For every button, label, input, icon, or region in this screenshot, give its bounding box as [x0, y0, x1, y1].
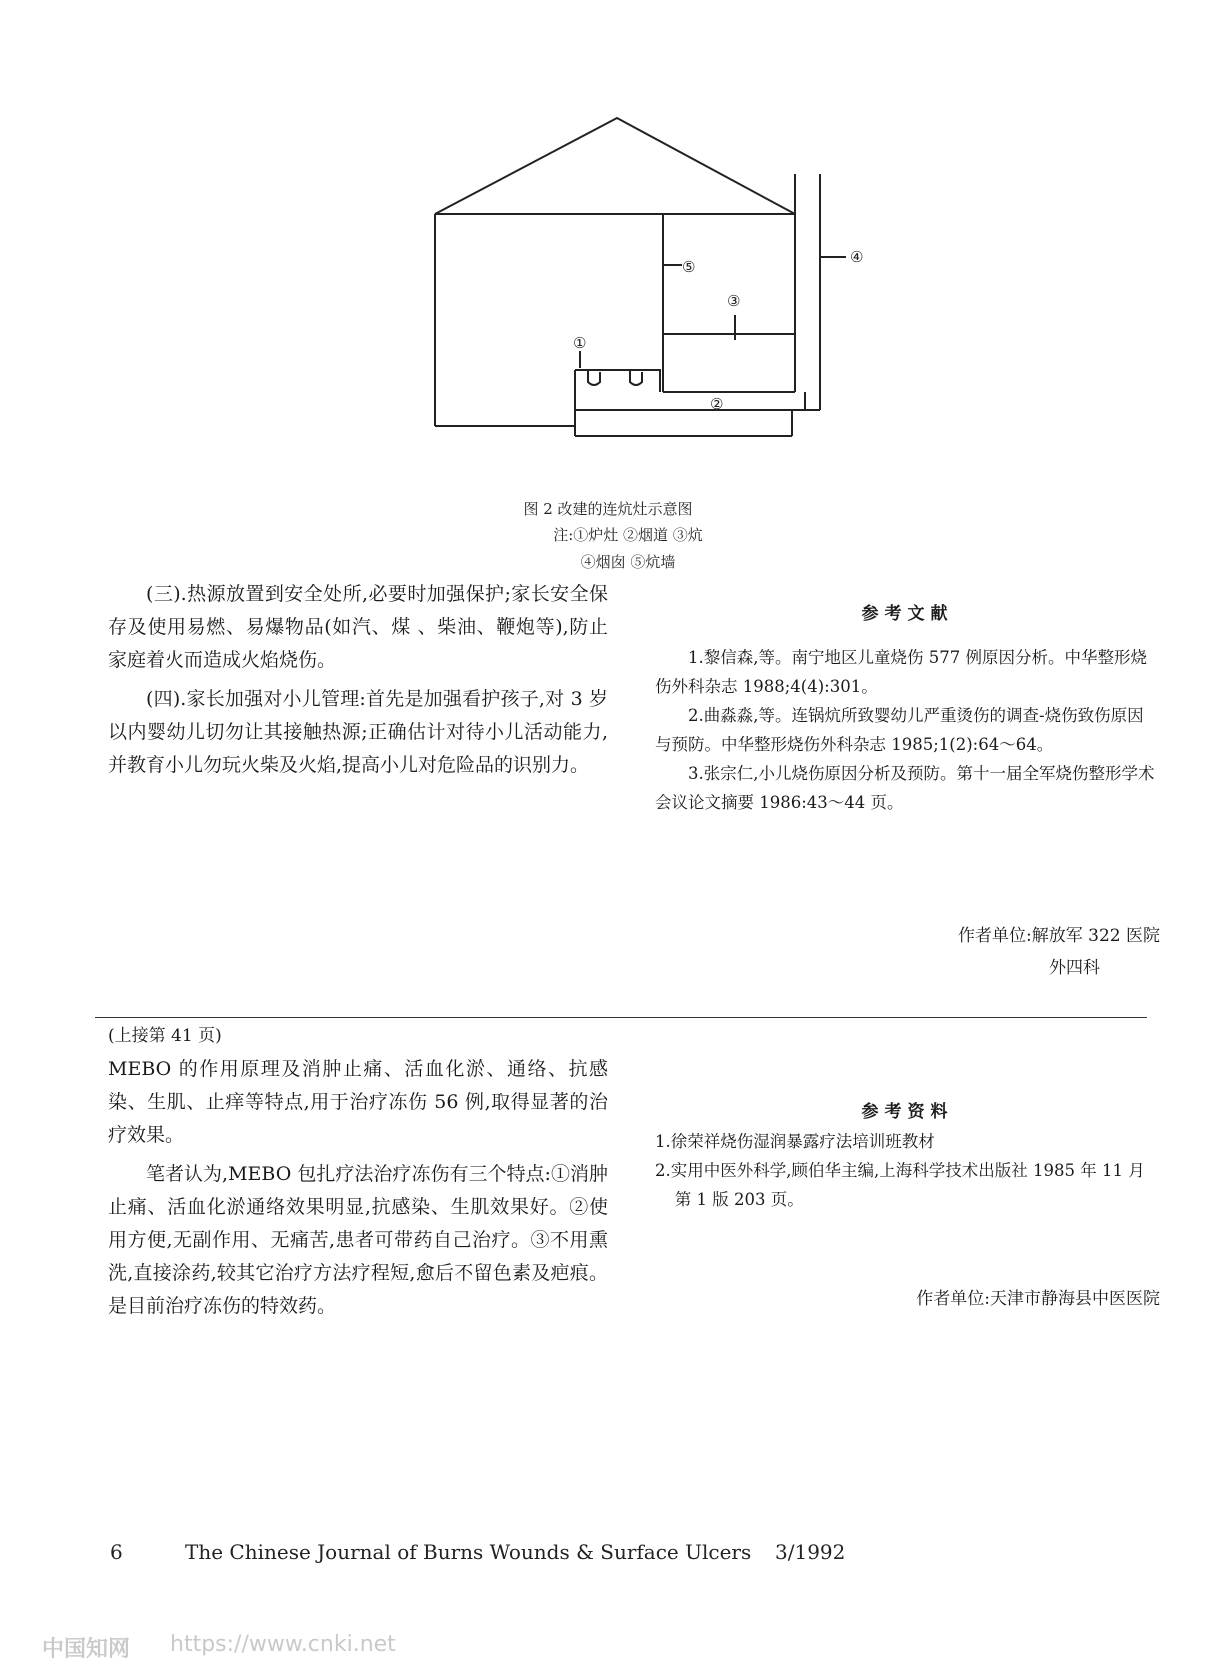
- lower-references: [655, 1098, 1160, 1214]
- materials-title: 参考资料: [861, 1102, 954, 1122]
- page-number: 6: [110, 1540, 123, 1564]
- stove-kang-diagram: [420, 110, 940, 490]
- roof-outline: [435, 118, 795, 214]
- upper-left-column: [108, 578, 608, 782]
- affiliation-line-1: 作者单位:解放军 322 医院: [958, 926, 1160, 946]
- lower-left-column: [108, 1020, 608, 1323]
- mebo-paragraph-1: MEBO 的作用原理及消肿止痛、活血化淤、通络、抗感染、生肌、止痒等特点,用于治疗冻伤 56 例,取得显著的治疗效果。: [108, 1058, 608, 1146]
- figure-caption-note-2: ④烟囱 ⑤炕墙: [580, 553, 676, 571]
- figure-caption-title: 图 2 改建的连炕灶示意图: [523, 500, 693, 518]
- cnki-logo-text: 中国知网: [42, 1637, 131, 1662]
- reference-3: 3.张宗仁,小儿烧伤原因分析及预防。第十一届全军烧伤整形学术会议论文摘要 1986:43～44 页。: [655, 764, 1155, 812]
- house-outline: [435, 214, 795, 310]
- label-kang-wall: ⑤: [682, 258, 696, 276]
- references-title: 参考文献: [861, 604, 954, 624]
- issue-number: 3/1992: [775, 1540, 846, 1564]
- journal-name: The Chinese Journal of Burns Wounds & Surface Ulcers: [185, 1540, 752, 1564]
- continued-note: (上接第 41 页): [108, 1026, 222, 1046]
- material-2: 2.实用中医外科学,顾伯华主编,上海科学技术出版社 1985 年 11 月第 1 版 203 页。: [655, 1161, 1145, 1209]
- label-stove: ①: [573, 334, 587, 352]
- label-kang: ③: [727, 292, 741, 310]
- upper-references: [655, 600, 1160, 817]
- paragraph-4: (四).家长加强对小儿管理:首先是加强看护孩子,对 3 岁以内婴幼儿切勿让其接触热源;正确估计对待小儿活动能力,并教育小儿勿玩火柴及火焰,提高小儿对危险品的识别力。: [108, 688, 608, 776]
- section-divider: [95, 1017, 1147, 1018]
- label-chimney: ④: [850, 248, 864, 266]
- material-1: 1.徐荣祥烧伤湿润暴露疗法培训班教材: [655, 1132, 935, 1151]
- label-flue: ②: [710, 395, 724, 413]
- upper-affiliation: [655, 920, 1160, 984]
- mebo-paragraph-2: 笔者认为,MEBO 包扎疗法治疗冻伤有三个特点:①消肿止痛、活血化淤通络效果明显,抗感染、生肌效果好。②使用方便,无副作用、无痛苦,患者可带药自己治疗。③不用熏洗,直接涂药,较其它治疗方法疗程短,愈后不留色素及疤痕。是目前治疗冻伤的特效药。: [108, 1163, 608, 1317]
- cnki-url: https://www.cnki.net: [170, 1632, 396, 1657]
- reference-1: 1.黎信森,等。南宁地区儿童烧伤 577 例原因分析。中华整形烧伤外科杂志 1988;4(4):301。: [655, 648, 1147, 696]
- paragraph-3: (三).热源放置到安全处所,必要时加强保护;家长安全保存及使用易燃、易爆物品(如汽、煤 、柴油、鞭炮等),防止家庭着火而造成火焰烧伤。: [108, 583, 608, 671]
- affiliation-line-2: 外四科: [1049, 958, 1100, 978]
- lower-affiliation: 作者单位:天津市静海县中医医院: [916, 1289, 1160, 1309]
- figure-caption-note-1: 注:①炉灶 ②烟道 ③炕: [553, 526, 703, 544]
- reference-2: 2.曲淼淼,等。连锅炕所致婴幼儿严重烫伤的调查-烧伤致伤原因与预防。中华整形烧伤外科杂志 1985;1(2):64～64。: [655, 706, 1144, 754]
